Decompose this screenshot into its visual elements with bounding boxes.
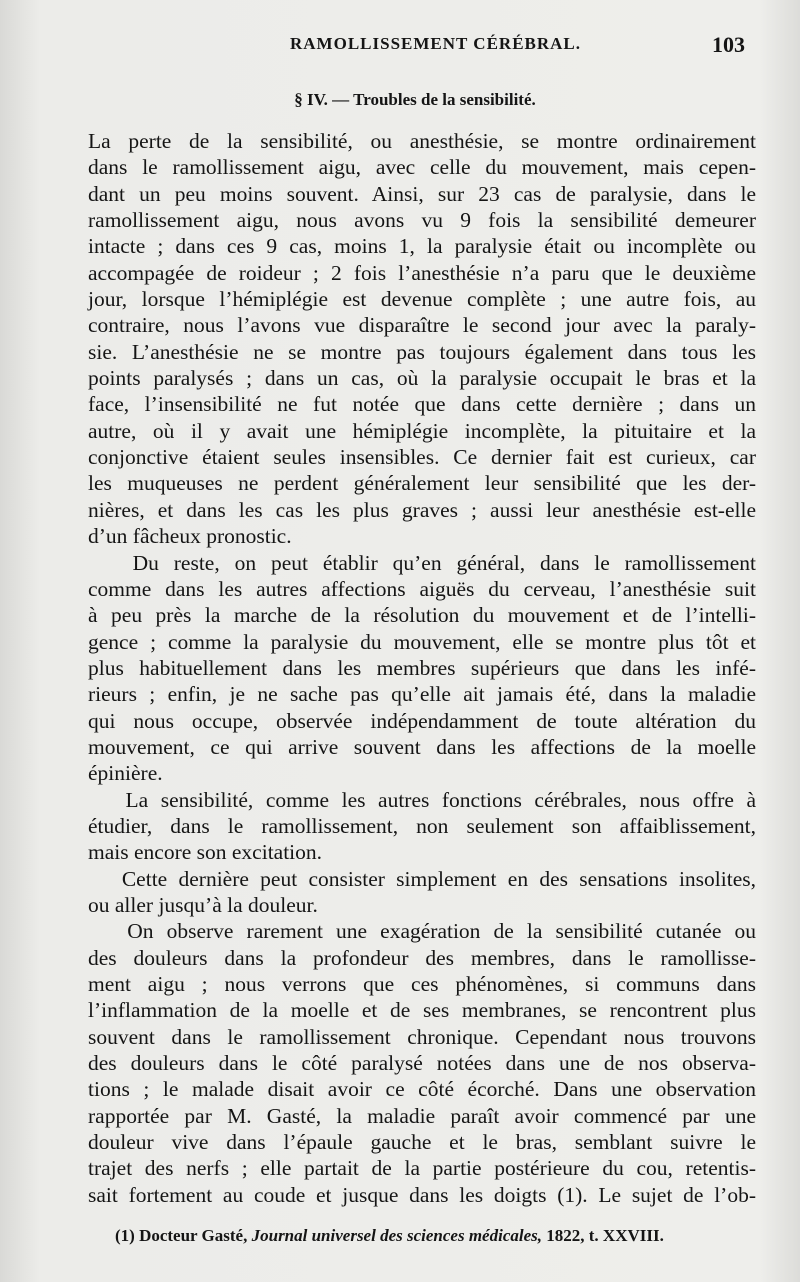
text-line: face, l’insensibilité ne fut notée que dans cette dernière ; dans un: [88, 392, 756, 417]
text-line: La sensibilité, comme les autres fonctions cérébrales, nous offre à: [88, 787, 756, 812]
text-line: dant un peu moins souvent. Ainsi, sur 23 cas de paralysie, dans le: [88, 181, 756, 206]
section-heading: § IV. — Troubles de la sensibilité.: [294, 90, 536, 109]
text-line: sie. L’anesthésie ne se montre pas toujours également dans tous les: [88, 339, 756, 364]
text-line: intacte ; dans ces 9 cas, moins 1, la paralysie était ou incomplète ou: [88, 234, 756, 259]
text-line: conjonctive étaient seules insensibles. Ce dernier fait est curieux, car: [88, 445, 756, 470]
text-line: jour, lorsque l’hémiplégie est devenue complète ; une autre fois, au: [88, 287, 756, 312]
text-line: souvent dans le ramollissement chronique. Cependant nous trouvons: [88, 1024, 756, 1049]
text-line: tions ; le malade disait avoir ce côté écorché. Dans une observation: [88, 1077, 756, 1102]
body-text: [88, 128, 756, 1208]
text-line: ou aller jusqu’à la douleur.: [88, 892, 318, 917]
text-line: ment aigu ; nous verrons que ces phénomènes, si communs dans: [88, 972, 756, 996]
text-line: points paralysés ; dans un cas, où la paralysie occupait le bras et la: [88, 366, 756, 391]
text-line: ramollissement aigu, nous avons vu 9 fois la sensibilité demeurer: [88, 208, 756, 233]
text-line: sait fortement au coude et jusque dans les doigts (1). Le sujet de l’ob-: [88, 1182, 756, 1207]
footnote-ref: 1822, t. XXVIII.: [546, 1226, 664, 1245]
running-title: RAMOLLISSEMENT CÉRÉBRAL.: [290, 34, 582, 53]
text-line: des douleurs dans le côté paralysé notées dans une de nos observa-: [88, 1051, 756, 1076]
text-line: comme dans les autres affections aiguës du cerveau, l’anesthésie suit: [88, 576, 756, 601]
text-line: La perte de la sensibilité, ou anesthésie, se montre ordinairement: [88, 129, 756, 153]
text-line: accompagée de roideur ; 2 fois l’anesthésie n’a paru que le deuxième: [88, 260, 756, 285]
text-line: On observe rarement une exagération de la sensibilité cutanée ou: [88, 919, 756, 944]
text-line: d’un fâcheux pronostic.: [88, 524, 292, 549]
footnote-marker: (1): [115, 1226, 135, 1245]
text-line: mouvement, ce qui arrive souvent dans les affections de la moelle: [88, 734, 756, 759]
page-number: 103: [712, 32, 745, 57]
footnote-journal: Journal universel des sciences médicales,: [251, 1226, 543, 1245]
text-line: dans le ramollissement aigu, avec celle du mouvement, mais cepen-: [88, 155, 756, 180]
text-line: à peu près la marche de la résolution du mouvement et de l’intelli-: [88, 603, 756, 628]
text-line: plus habituellement dans les membres supérieurs que dans les infé-: [88, 655, 756, 680]
text-line: qui nous occupe, observée indépendamment de toute altération du: [88, 708, 756, 733]
text-line: Cette dernière peut consister simplement en des sensations insolites,: [88, 866, 756, 891]
text-line: gence ; comme la paralysie du mouvement, elle se montre plus tôt et: [88, 629, 756, 654]
running-head: [0, 30, 800, 60]
text-line: nières, et dans les cas les plus graves ; aussi leur anesthésie est-elle: [88, 497, 756, 522]
text-line: étudier, dans le ramollissement, non seulement son affaiblissement,: [88, 813, 756, 838]
text-line: épinière.: [88, 761, 163, 786]
text-line: rieurs ; enfin, je ne sache pas qu’elle ait jamais été, dans la maladie: [88, 682, 756, 707]
footnote-author: Docteur Gasté,: [139, 1226, 248, 1245]
footnote: [115, 1226, 765, 1246]
text-line: des douleurs dans la profondeur des membres, dans le ramollisse-: [88, 945, 756, 970]
text-line: les muqueuses ne perdent généralement leur sensibilité que les der-: [88, 471, 756, 496]
text-line: Du reste, on peut établir qu’en général, dans le ramollissement: [88, 550, 756, 575]
text-line: trajet des nerfs ; elle partait de la partie postérieure du cou, retentis-: [88, 1156, 756, 1181]
text-line: douleur vive dans l’épaule gauche et le bras, semblant suivre le: [88, 1130, 756, 1155]
text-line: contraire, nous l’avons vue disparaître le second jour avec la paraly-: [88, 313, 756, 338]
text-line: autre, où il y avait une hémiplégie incomplète, la pituitaire et la: [88, 418, 756, 443]
text-line: mais encore son excitation.: [88, 840, 323, 865]
text-line: rapportée par M. Gasté, la maladie paraît avoir commencé par une: [88, 1103, 756, 1128]
text-line: l’inflammation de la moelle et de ses membranes, se rencontrent plus: [88, 998, 756, 1023]
